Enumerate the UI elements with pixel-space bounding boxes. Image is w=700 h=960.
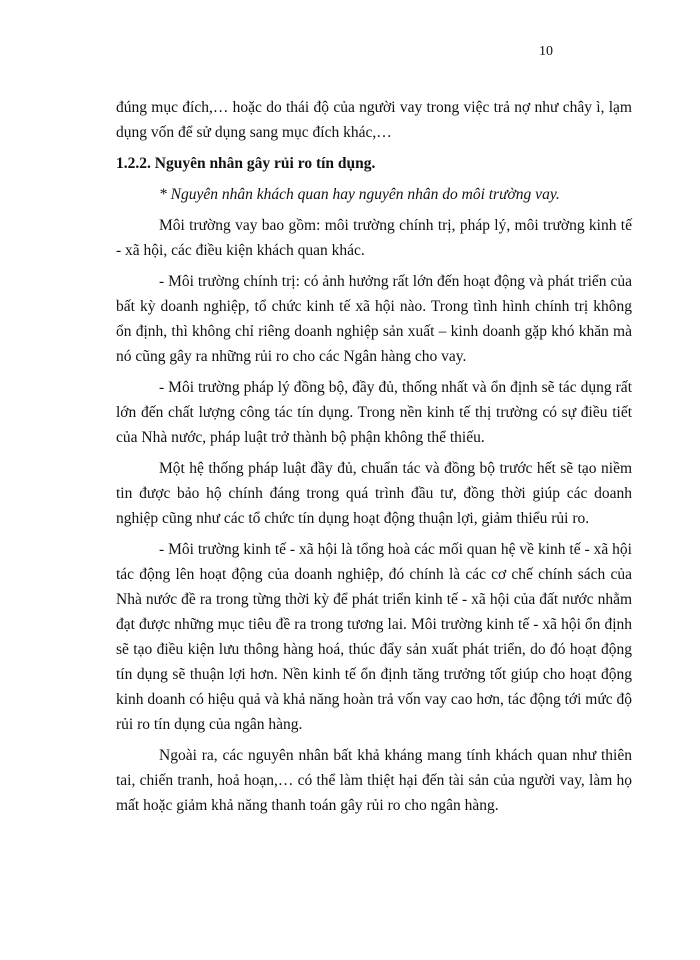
page-number: 10: [539, 44, 553, 59]
page-body: [116, 95, 632, 824]
paragraph-force-majeure: Ngoài ra, các nguyên nhân bất khả kháng mang tính khách quan như thiên tai, chiến tranh, hoả hoạn,… có thể làm thiệt hại đến tài sản của người vay, làm họ mất hoặc giảm khả năng thanh toán gây rủi ro cho ngân hàng.: [116, 747, 632, 814]
paragraph-legal-environment: - Môi trường pháp lý đồng bộ, đầy đủ, thống nhất và ổn định sẽ tác dụng rất lớn đến chất lượng công tác tín dụng. Trong nền kinh tế thị trường có sự điều tiết của Nhà nước, pháp luật trở thành bộ phận không thể thiếu.: [116, 379, 632, 446]
paragraph-socio-economic-environment: - Môi trường kinh tế - xã hội là tổng hoà các mối quan hệ về kinh tế - xã hội tác động lên hoạt động của doanh nghiệp, đó chính là các cơ chế chính sách của Nhà nước đề ra trong từng thời kỳ để phát triển kinh tế - xã hội của đất nước nhằm đạt được những mục tiêu đề ra trong tương lai. Môi trường kinh tế - xã hội ổn định sẽ tạo điều kiện lưu thông hàng hoá, thúc đẩy sản xuất phát triển, do đó hoạt động tín dụng sẽ thuận lợi hơn. Nền kinh tế ổn định tăng trưởng tốt giúp cho hoạt động kinh doanh có hiệu quả và khả năng hoàn trả vốn vay cao hơn, tác động tới mức độ rủi ro tín dụng của ngân hàng.: [116, 541, 632, 733]
paragraph-lending-environment: Môi trường vay bao gồm: môi trường chính trị, pháp lý, môi trường kinh tế - xã hội, các điều kiện khách quan khác.: [116, 217, 632, 259]
subheading-objective-causes: * Nguyên nhân khách quan hay nguyên nhân do môi trường vay.: [159, 186, 560, 203]
paragraph-legal-system: Một hệ thống pháp luật đầy đủ, chuẩn tác và đồng bộ trước hết sẽ tạo niềm tin được bảo hộ chính đáng trong quá trình đầu tư, đồng thời giúp các doanh nghiệp cũng như các tổ chức tín dụng hoạt động thuận lợi, giảm thiểu rủi ro.: [116, 460, 632, 527]
section-heading: 1.2.2. Nguyên nhân gây rủi ro tín dụng.: [116, 155, 376, 172]
paragraph-political-environment: - Môi trường chính trị: có ảnh hưởng rất lớn đến hoạt động và phát triển của bất kỳ doanh nghiệp, tổ chức kinh tế xã hội nào. Trong tình hình chính trị không ổn định, thì không chỉ riêng doanh nghiệp sản xuất – kinh doanh gặp khó khăn mà nó cũng gây ra những rủi ro cho các Ngân hàng cho vay.: [116, 273, 632, 365]
paragraph-continuation: đúng mục đích,… hoặc do thái độ của người vay trong việc trả nợ như chây ì, lạm dụng vốn để sử dụng sang mục đích khác,…: [116, 99, 632, 141]
